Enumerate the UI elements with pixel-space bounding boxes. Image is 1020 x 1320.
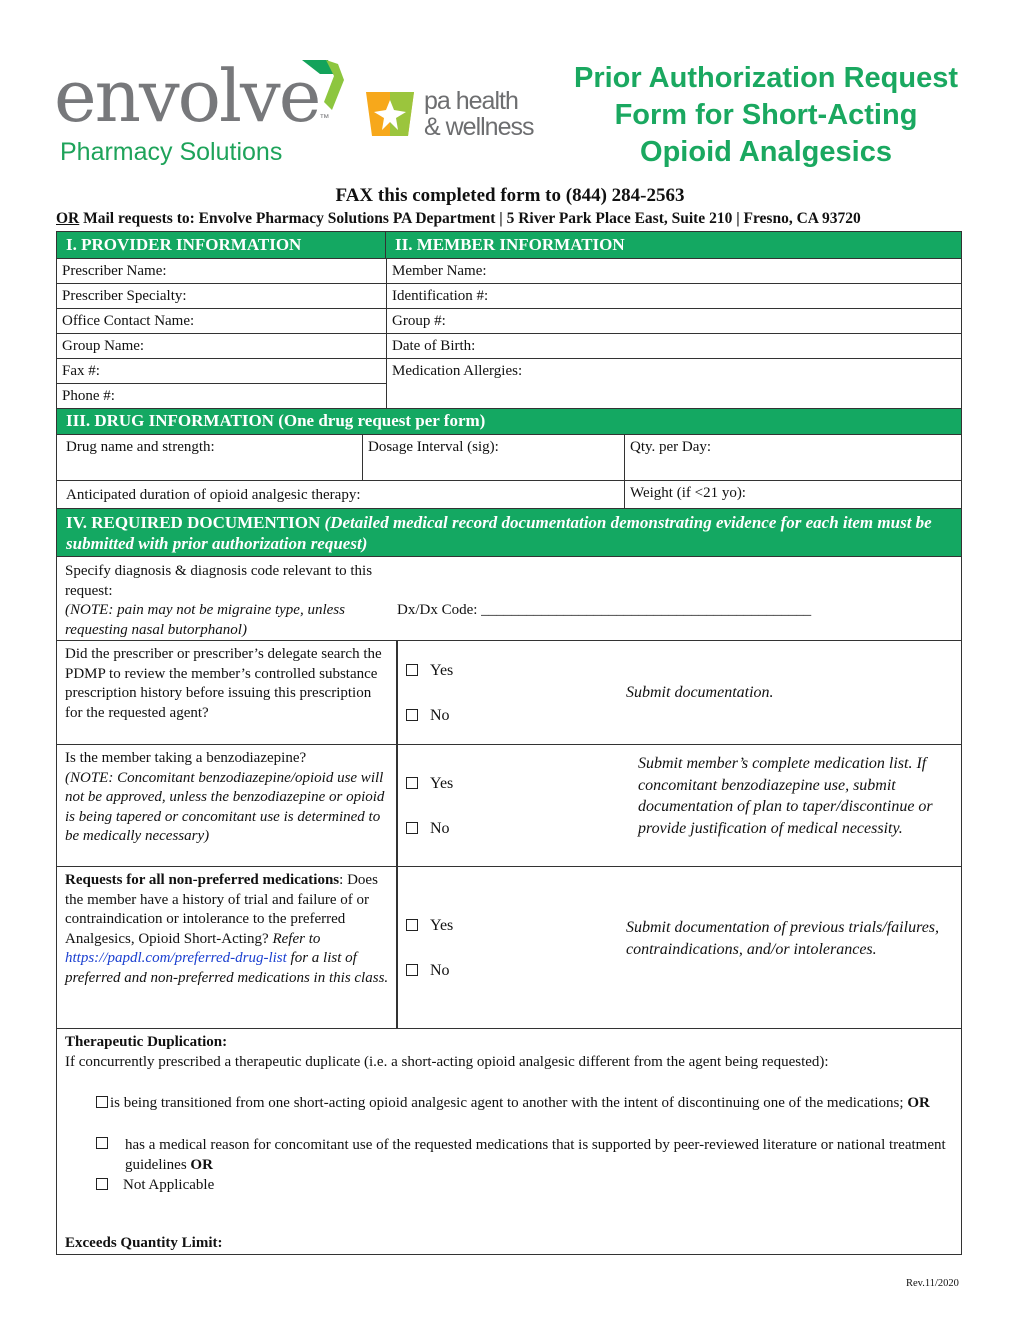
prescriber-specialty-field[interactable]: Prescriber Specialty: bbox=[56, 283, 387, 309]
member-group-field[interactable]: Group #: bbox=[386, 308, 962, 334]
or-label: OR bbox=[190, 1157, 213, 1173]
title-line: Opioid Analgesics bbox=[640, 136, 892, 168]
td-option-3[interactable] bbox=[96, 1177, 214, 1194]
checkbox-icon bbox=[96, 1178, 108, 1190]
np-bold: Requests for all non-preferred medications bbox=[65, 872, 340, 888]
benzo-q-note: (NOTE: Concomitant benzodiazepine/opioid use will not be approved, unless the benzodiazepine or opioid is being tapered or concomitant use is determined to be medically necessary) bbox=[65, 769, 385, 844]
td-option-1[interactable] bbox=[96, 1093, 962, 1113]
title-line: Prior Authorization Request bbox=[574, 62, 958, 94]
keystone-star-icon bbox=[362, 90, 418, 138]
benzo-q: Is the member taking a benzodiazepine? bbox=[65, 750, 307, 766]
fax-field[interactable]: Fax #: bbox=[56, 358, 387, 384]
page-title bbox=[560, 60, 972, 171]
sig-field[interactable]: Dosage Interval (sig): bbox=[362, 434, 625, 481]
header-italic: (Detailed medical record documentation demonstrating evidence for each item must be submitted with prior authorization request) bbox=[66, 513, 932, 553]
pdmp-no-checkbox[interactable] bbox=[406, 707, 450, 725]
section-drug-header: III. DRUG INFORMATION (One drug request per form) bbox=[56, 408, 962, 435]
no-label: No bbox=[430, 962, 450, 979]
nonpreferred-question bbox=[65, 871, 393, 988]
group-name-field[interactable]: Group Name: bbox=[56, 333, 387, 359]
checkbox-icon bbox=[406, 777, 418, 789]
td-opt1-label: is being transitioned from one short-acting opioid analgesic agent to another with the intent of discontinuing one of the medications; bbox=[110, 1095, 908, 1111]
logo-line: pa health bbox=[424, 87, 518, 115]
leaf-icon bbox=[302, 58, 346, 114]
mail-instruction bbox=[56, 210, 976, 228]
td-text bbox=[65, 1033, 955, 1072]
pdmp-question: Did the prescriber or prescriber’s delegate search the PDMP to review the member’s controlled substance prescription history before issuing this prescription for the requested agent? bbox=[65, 646, 382, 721]
section-member-header: II. MEMBER INFORMATION bbox=[385, 231, 962, 259]
benzo-question bbox=[65, 749, 390, 847]
np-q: : Does the member have a history of trial and failure of or contraindication or intolerance to the preferred Analgesics, Opioid Short-Acting? bbox=[65, 872, 378, 947]
pharmacy-solutions-logo: Pharmacy Solutions bbox=[60, 138, 283, 166]
yes-label: Yes bbox=[430, 775, 454, 792]
office-contact-field[interactable]: Office Contact Name: bbox=[56, 308, 387, 334]
fax-instruction: FAX this completed form to (844) 284-2563 bbox=[335, 185, 685, 206]
weight-field[interactable]: Weight (if <21 yo): bbox=[624, 480, 962, 509]
checkbox-icon bbox=[96, 1096, 108, 1108]
td-opt2-label: has a medical reason for concomitant use of the requested medications that is supported by peer-reviewed literature or national treatment guidelines bbox=[125, 1137, 946, 1173]
np-tail: for a list of preferred and non-preferred medications in this class. bbox=[65, 950, 389, 986]
np-note: Submit documentation of previous trials/failures, contraindications, and/or intolerances. bbox=[626, 919, 940, 958]
duration-field[interactable]: Anticipated duration of opioid analgesic therapy: bbox=[56, 480, 625, 509]
title-line: Form for Short-Acting bbox=[614, 99, 918, 131]
checkbox-icon bbox=[406, 709, 418, 721]
checkbox-icon bbox=[96, 1137, 108, 1149]
revision-label: Rev.11/2020 bbox=[906, 1278, 959, 1289]
td-option-2[interactable] bbox=[96, 1135, 962, 1175]
np-refer: Refer to bbox=[272, 930, 321, 947]
section-documentation-header bbox=[56, 508, 962, 557]
member-name-field[interactable]: Member Name: bbox=[386, 258, 962, 284]
or-label: OR bbox=[907, 1095, 930, 1111]
exceeds-quantity-limit-heading: Exceeds Quantity Limit: bbox=[65, 1235, 223, 1251]
preferred-drug-list-link[interactable]: https://papdl.com/preferred-drug-list bbox=[65, 950, 287, 966]
diagnosis-question bbox=[65, 562, 395, 640]
yes-label: Yes bbox=[430, 662, 454, 679]
checkbox-icon bbox=[406, 919, 418, 931]
pa-health-logo bbox=[424, 88, 534, 140]
checkbox-icon bbox=[406, 664, 418, 676]
checkbox-icon bbox=[406, 822, 418, 834]
identification-field[interactable]: Identification #: bbox=[386, 283, 962, 309]
dx-note: (NOTE: pain may not be migraine type, unless requesting nasal butorphanol) bbox=[65, 602, 345, 638]
allergies-field[interactable]: Medication Allergies: bbox=[386, 358, 962, 409]
checkbox-icon bbox=[406, 964, 418, 976]
prescriber-name-field[interactable]: Prescriber Name: bbox=[56, 258, 387, 284]
qty-field[interactable]: Qty. per Day: bbox=[624, 434, 962, 481]
section-provider-header: I. PROVIDER INFORMATION bbox=[56, 231, 387, 259]
logo-text: envolve bbox=[54, 54, 320, 138]
td-opt3-label: Not Applicable bbox=[123, 1177, 215, 1193]
phone-field[interactable]: Phone #: bbox=[56, 383, 387, 409]
yes-label: Yes bbox=[430, 917, 454, 934]
pdmp-note: Submit documentation. bbox=[626, 684, 774, 701]
header-bold: IV. REQUIRED DOCUMENTION bbox=[66, 513, 325, 532]
np-no-checkbox[interactable] bbox=[406, 962, 450, 980]
benzo-no-checkbox[interactable] bbox=[406, 820, 450, 838]
td-intro: If concurrently prescribed a therapeutic duplicate (i.e. a short-acting opioid analgesic different from the agent being requested): bbox=[65, 1053, 829, 1070]
pdmp-yes-checkbox[interactable] bbox=[406, 662, 453, 680]
drug-name-field[interactable]: Drug name and strength: bbox=[56, 434, 363, 481]
no-label: No bbox=[430, 820, 450, 837]
np-yes-checkbox[interactable] bbox=[406, 917, 453, 935]
dx-code-field[interactable]: Dx/Dx Code: ____________________________________________ bbox=[397, 602, 812, 618]
no-label: No bbox=[430, 707, 450, 724]
dob-field[interactable]: Date of Birth: bbox=[386, 333, 962, 359]
or-label: OR bbox=[56, 210, 80, 227]
td-title: Therapeutic Duplication: bbox=[65, 1034, 228, 1050]
logo-line: & wellness bbox=[424, 113, 534, 141]
dx-question: Specify diagnosis & diagnosis code relevant to this request: bbox=[65, 563, 373, 599]
benzo-yes-checkbox[interactable] bbox=[406, 775, 453, 793]
benzo-note: Submit member’s complete medication list. If concomitant benzodiazepine use, submit documentation of plan to taper/discontinue or provide justification of medical necessity. bbox=[638, 755, 933, 837]
mail-text: Mail requests to: Envolve Pharmacy Solutions PA Department | 5 River Park Place East, Suite 210 | Fresno, CA 93720 bbox=[79, 210, 861, 227]
tm: ™ bbox=[319, 113, 328, 124]
